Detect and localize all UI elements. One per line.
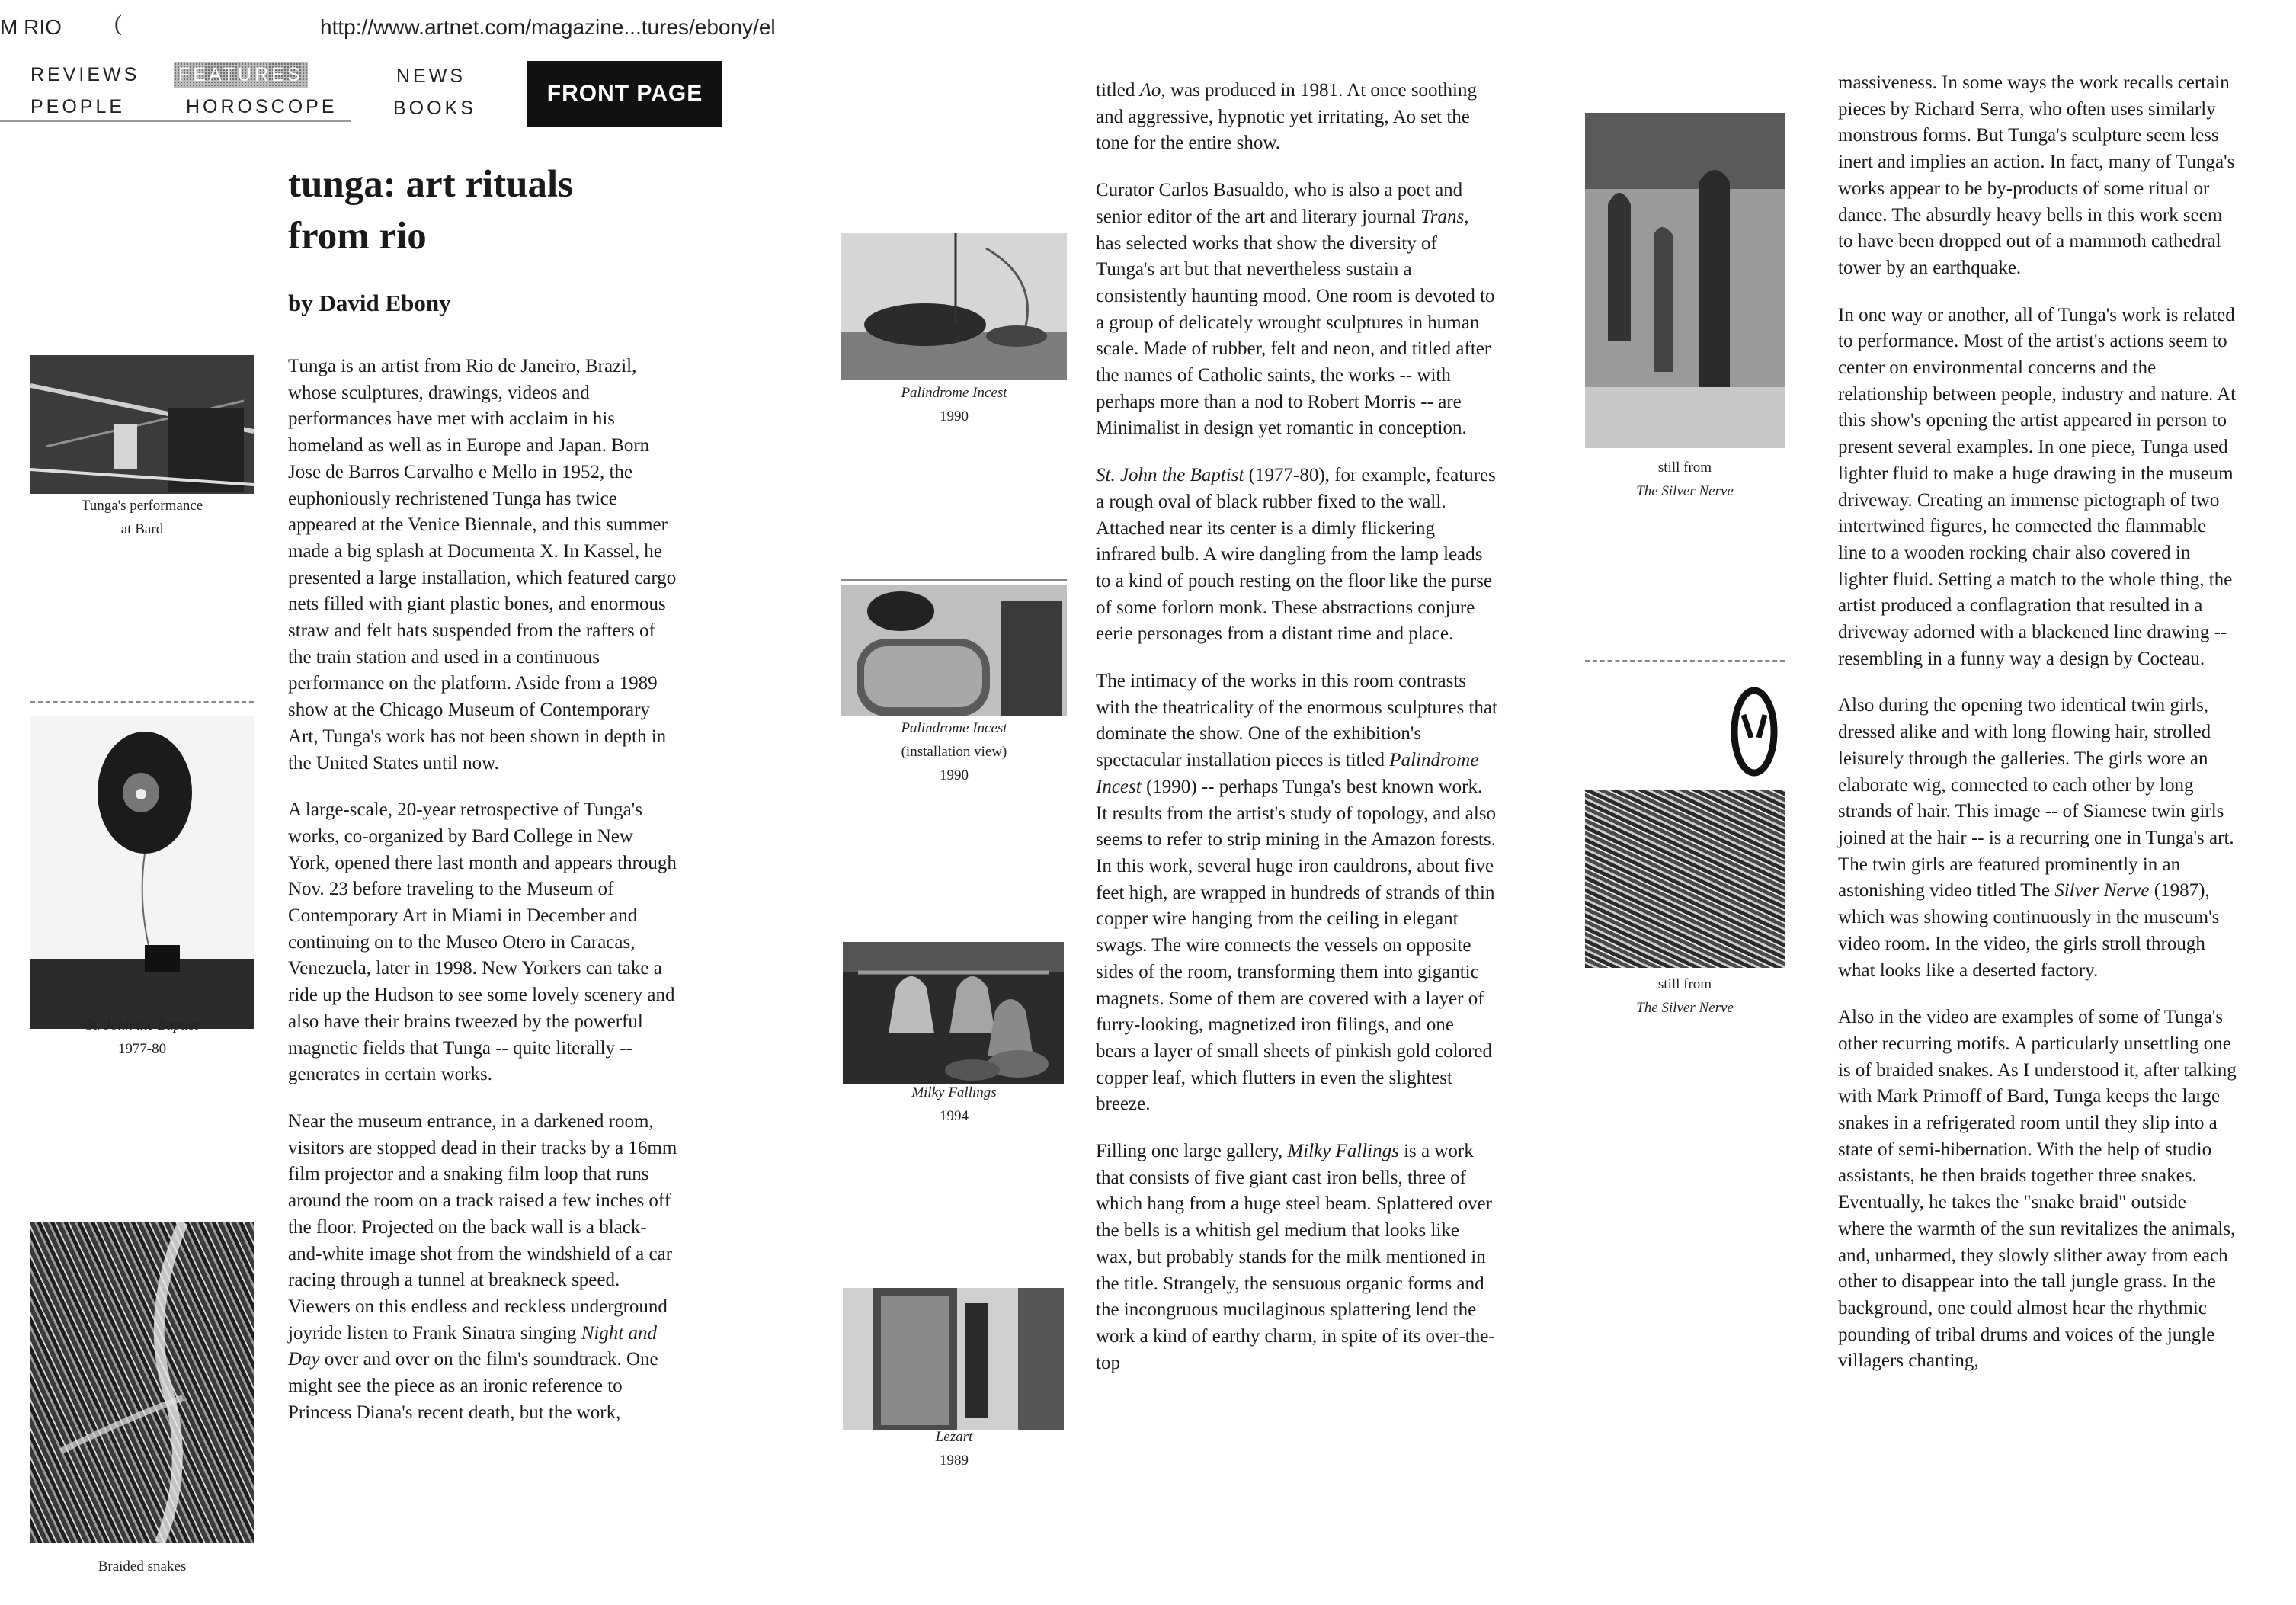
caption-title: Milky Fallings: [911, 1084, 997, 1100]
paragraph: Tunga is an artist from Rio de Janeiro, Brazil, whose sculptures, drawings, videos and performances have met with acclaim in his homeland as well as in Europe and Japan. Born Jose de Barros Carvalho e Mello in 1952, the euphoniously rechristened Tunga has twice appeared at the Venice Biennale, and this summer made a big splash at Documenta X. In Kassel, he presented a large installation, which featured cargo nets filled with giant plastic bones, and enormous straw and felt hats suspended from the rafters of the train station and used in a continuous performance on the platform. Aside from a 1989 show at the Chicago Museum of Contemporary Art, Tunga's work has not been shown in depth in the United States until now.: [288, 356, 677, 774]
article-title: [288, 159, 684, 262]
article-byline: by David Ebony: [288, 290, 451, 316]
caption-line: [1585, 479, 1785, 503]
text-run: has selected works that show the diversity of Tunga's art but that nevertheless sustain a consistently haunting mood. One room is devoted to a group of delicately wrought sculptures in human scale. Made of rubber, felt and neon, and titled after the names of Catholic saints, the works -- with perhaps more than a nod to Robert Morris -- are Minimalist in design yet romantic in conception.: [1096, 232, 1495, 439]
palindrome-incest-art: [841, 233, 1067, 380]
caption-line: 1989: [940, 1453, 969, 1469]
paragraph: massiveness. In some ways the work recalls certain pieces by Richard Serra, who often uses similarly monstrous forms. But Tunga's sculpture seem less inert and implies an action. In fact, many of Tunga's works appear to be by-products of some ritual or dance. The absurdly heavy bells in this work seem to have been dropped out of a mammoth cathedral tower by an earthquake.: [1838, 72, 2235, 278]
caption-line: 1990: [940, 408, 969, 424]
nav-features-link[interactable]: FEATURES: [174, 62, 308, 88]
paragraph: [1838, 693, 2237, 984]
caption-palindrome-installation: [841, 716, 1067, 787]
nav-news-link[interactable]: NEWS: [396, 66, 466, 87]
text-run: Filling one large gallery,: [1096, 1141, 1288, 1162]
image-divider: [841, 579, 1067, 581]
caption-line: (installation view): [901, 744, 1007, 760]
caption-title: The Silver Nerve: [1636, 1000, 1734, 1016]
caption-line: [30, 1014, 254, 1037]
text-run: (1987), which was showing continuously in the museum's video room. In the video, the girls stroll through what looks like a deserted factory.: [1838, 880, 2220, 981]
caption-braided-snakes: Braided snakes: [98, 1559, 187, 1575]
paragraph: [1096, 668, 1498, 1118]
text-run: (1990) -- perhaps Tunga's best known work. It results from the artist's study of topology, and also seems to refer to strip mining in the Amazon forests. In this work, several huge iron cauldrons, about five feet high, are wrapped in hundreds of strands of thin copper wire hanging from the ceiling in elegant swags. The wire connects the vessels on opposite sides of the room, transforming them into gigantic magnets. Some of them are covered with a layer of furry-looking, magnetized iron filings, and one bears a layer of small sheets of pinkish gold colored copper leaf, which flutters in even the slightest breeze.: [1096, 776, 1497, 1115]
caption-title: Palindrome Incest: [901, 385, 1007, 401]
paragraph: A large-scale, 20-year retrospective of Tunga's works, co-organized by Bard College in New York, opened there last month and appears through Nov. 23 before traveling to the Museum of Contemporary Art in Miami in December and continuing on to the Museo Otero in Caracas, Venezuela, later in 1998. New Yorkers can take a ride up the Hudson to see some lovely scenery and also have their brains tweezed by the powerful magnetic fields that Tunga -- quite literally -- generates in certain works.: [288, 799, 677, 1085]
text-run: Near the museum entrance, in a darkened room, visitors are stopped dead in their tracks by a 16mm film projector and a snaking film loop that runs around the room on a track raised a few inches off the floor. Projected on the back wall is a black-and-white image shot from the windshield of a car racing through a tunnel at breakneck speed. Viewers on this endless and reckless underground joyride listen to Frank Sinatra singing: [288, 1110, 677, 1344]
article-column-1: [288, 354, 678, 1446]
text-run: over and over on the film's soundtrack. One might see the piece as an ironic reference to Princess Diana's recent death, but the work,: [288, 1349, 658, 1423]
caption-line: Tunga's performance: [81, 498, 203, 514]
caption-lezart: [841, 1425, 1067, 1472]
milky-fallings-photo: [843, 942, 1064, 1084]
caption-line: 1994: [940, 1108, 969, 1124]
caption-title: Palindrome Incest: [901, 720, 1007, 736]
image-divider: [1585, 660, 1785, 662]
face-drawing: [1725, 684, 1783, 782]
paragraph: [1096, 178, 1498, 442]
text-run: St. John the Baptist: [1096, 465, 1244, 486]
palindrome-incest-installation-art: [841, 585, 1067, 716]
caption-line: [841, 1081, 1067, 1104]
title-line-1: tunga: art rituals: [288, 163, 573, 206]
text-run: is a work that consists of five giant cast iron bells, three of which hang from a huge steel beam. Splattered over the bells is a whitish gel medium that looks like wax, but probably stands for the milk mentioned in the title. Strangely, the sensuous organic forms and the incongruous mucilaginous splattering lend the work a kind of earthy charm, in spite of its over-the-top: [1096, 1141, 1495, 1373]
paragraph: [1096, 78, 1498, 157]
nav-books-link[interactable]: BOOKS: [393, 98, 476, 119]
paragraph: [288, 1109, 678, 1426]
lezart-art: [843, 1288, 1064, 1430]
caption-line: still from: [1657, 976, 1712, 992]
caption-silver-nerve-2: [1585, 972, 1785, 1020]
nav-people-link[interactable]: PEOPLE: [30, 96, 126, 117]
lezart-photo: [843, 1288, 1064, 1430]
text-run: The intimacy of the works in this room contrasts with the theatricality of the enormous sculptures that dominate the show. One of the exhibition's spectacular installation pieces is titled: [1096, 671, 1497, 771]
silver-nerve-still-2: [1585, 790, 1785, 968]
caption-performance: [30, 494, 254, 541]
palindrome-incest-photo: [841, 233, 1067, 380]
performance-photo-art: [30, 355, 254, 494]
text-run: Ao: [1139, 80, 1161, 101]
text-run: titled: [1096, 80, 1140, 101]
palindrome-incest-installation-photo: [841, 585, 1067, 716]
title-line-2: from rio: [288, 215, 427, 258]
st-john-baptist-art: [30, 716, 254, 1029]
caption-line: still from: [1657, 460, 1712, 476]
caption-title: The Silver Nerve: [1636, 483, 1734, 499]
paragraph: [1096, 1139, 1498, 1376]
front-page-button[interactable]: FRONT PAGE: [527, 61, 722, 127]
caption-line: [841, 716, 1067, 740]
caption-line: 1977-80: [117, 1041, 167, 1057]
text-run: (1977-80), for example, features a rough oval of black rubber fixed to the wall. Attached near its center is a dimly flickering infrared bulb. A wire dangling from the lamp leads to a kind of pouch resting on the floor like the purse of some forlorn monk. These abstractions conjure eerie personages from a distant time and place.: [1096, 465, 1496, 645]
caption-silver-nerve-1: [1585, 456, 1785, 503]
text-run: Night and Day: [288, 1322, 658, 1370]
scan-mark: (: [114, 11, 122, 36]
article-column-3: [1838, 70, 2237, 1395]
braided-snakes-photo: [30, 1222, 254, 1543]
braided-snakes-art: [30, 1222, 254, 1543]
text-run: Palindrome Incest: [1096, 750, 1479, 797]
caption-st-john: [30, 1014, 254, 1061]
nav-reviews-link[interactable]: REVIEWS: [30, 64, 140, 85]
text-run: Curator Carlos Basualdo, who is also a poet and senior editor of the art and literary journal: [1096, 180, 1463, 227]
text-run: Silver Nerve: [2054, 880, 2150, 902]
face-drawing-art: [1725, 684, 1783, 782]
paragraph: In one way or another, all of Tunga's work is related to performance. Most of the artist's actions seem to center on environmental concerns and the relationship between people, industry and nature. At this show's opening the artist appeared in person to present several examples. In one piece, Tunga used lighter fluid to make a huge drawing in the museum driveway. Creating an immense pictograph of two intertwined figures, he connected the flammable line to a wooden rocking chair also covered in lighter fluid. Setting a match to the whole thing, the artist produced a conflagration that resulted in a driveway adorned with a blackened line drawing -- resembling in a funny way a design by Cocteau.: [1838, 304, 2237, 669]
paragraph: [1096, 463, 1498, 648]
caption-line: [1585, 996, 1785, 1020]
header-title: M RIO: [0, 15, 62, 39]
page-url[interactable]: http://www.artnet.com/magazine...tures/ebony/el: [320, 15, 776, 39]
nav-horoscope-link[interactable]: HOROSCOPE: [186, 96, 338, 117]
caption-title: St. John the Baptist: [85, 1017, 199, 1033]
milky-fallings-art: [843, 942, 1064, 1084]
silver-nerve-still-1-art: [1585, 113, 1785, 448]
caption-line: [841, 1425, 1067, 1449]
article-column-2: [1096, 78, 1498, 1397]
caption-palindrome-incest: [841, 381, 1067, 428]
nav-divider: [0, 120, 351, 122]
caption-line: 1990: [940, 767, 969, 783]
image-divider: [30, 701, 254, 703]
performance-photo: [30, 355, 254, 494]
caption-milky-fallings: [841, 1081, 1067, 1128]
text-run: Milky Fallings: [1287, 1141, 1399, 1162]
caption-line: at Bard: [120, 521, 164, 537]
text-run: , was produced in 1981. At once soothing and aggressive, hypnotic yet irritating, Ao set the tone for the entire show.: [1096, 80, 1477, 154]
st-john-baptist-photo: [30, 716, 254, 1029]
text-run: Trans,: [1420, 206, 1469, 227]
text-run: Also during the opening two identical twin girls, dressed alike and with long flowing hair, strolled leisurely through the galleries. The girls wore an elaborate wig, connected to each other by long strands of hair. This image -- of Siamese twin girls joined at the hair -- is a recurring one in Tunga's art. The twin girls are featured prominently in an astonishing video titled The: [1838, 695, 2234, 902]
caption-line: [841, 381, 1067, 405]
caption-title: Lezart: [935, 1429, 973, 1445]
silver-nerve-still-1: [1585, 113, 1785, 448]
paragraph: Also in the video are examples of some of Tunga's other recurring motifs. A particularly unsettling one is of braided snakes. As I understood it, after talking with Mark Primoff of Bard, Tunga keeps the large snakes in a refrigerated room until they slip into a state of semi-hibernation. With the help of studio assistants, he then braids together three snakes. Eventually, he takes the "snake braid" outside where the warmth of the sun revitalizes the animals, and, unharmed, they slowly slither away from each other to disappear into the tall jungle grass. In the background, one could almost hear the rhythmic pounding of tribal drums and voices of the jungle villagers chanting,: [1838, 1007, 2237, 1372]
